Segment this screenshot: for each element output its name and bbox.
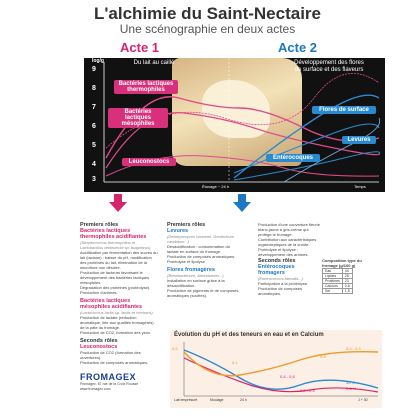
act2-header-2: de surface et des flaveurs [294, 67, 364, 73]
x-label-temps: Temps [354, 184, 366, 189]
left-column [80, 222, 158, 365]
y-tick: 7 [92, 104, 96, 111]
composition-table-block [322, 258, 378, 294]
left-h2-species: (Lactococcus lactis sp. lactis et cremoris) [80, 310, 153, 315]
y-tick: 5 [92, 142, 96, 149]
footer [80, 372, 166, 392]
left-b8: Production de composés aromatiques. [80, 360, 149, 365]
y-tick: 4 [92, 161, 96, 168]
mid-b3: Protéolyse et lipolyse. [167, 259, 206, 264]
act2-arrow-icon [232, 194, 252, 214]
ca-mid: 0,4 - 0,6 [280, 374, 295, 379]
left-h3-intro: Seconds rôles [80, 338, 118, 344]
mid-b1: Désacidification : consommation du lactate en surface du fromage. [167, 244, 230, 254]
tag-enterocoques: Entérocoques [266, 154, 320, 162]
left-h1-intro: Premiers rôles [80, 222, 119, 228]
x-label: 24 h [240, 398, 247, 402]
left-b6: Production de CO2, formation des yeux. [80, 330, 152, 335]
mid-h1-title: Levures [167, 228, 189, 234]
act1-arrow-icon [108, 194, 128, 214]
mid-seconds-roles [258, 258, 318, 296]
right-b2: Contribution aux caractéristiques organoleptiques de la croûte. [258, 237, 317, 247]
ph-calcium-chart [170, 330, 382, 408]
table-row: Eau 44 [323, 269, 353, 274]
y-tick: 8 [92, 85, 96, 92]
mid-h2-title: Flores fromagères [167, 267, 215, 273]
calcium-label: 5,0 - 5,5 [346, 346, 361, 351]
left-h3-title: Leuconostocs [80, 344, 118, 350]
ca-end: 0,6 % [346, 386, 357, 391]
middle-column [167, 222, 239, 298]
table-row: Lipides 28 [323, 274, 353, 279]
mid-b4: Installation en surface grâce à la désacidification. [167, 278, 225, 288]
right-column [258, 222, 320, 257]
x-label: J + 30 [358, 398, 368, 402]
footer-line1: Fromagex, 67 rue de la Croix Rousse [80, 382, 139, 386]
ph-start: 6,5 [172, 346, 178, 351]
tag-bact-mesophiles: Bactéries lactiques mésophiles [108, 108, 168, 128]
bottom-chart-title: Évolution du pH et des teneurs en eau et en Calcium [174, 332, 324, 338]
page-subtitle: Une scénographie en deux actes [119, 22, 296, 36]
y-tick: 6 [92, 123, 96, 130]
left-b7: Production de CO2 (formation des ouvertures). [80, 350, 141, 360]
mid-h3-intro: Seconds rôles [258, 258, 296, 264]
microbial-growth-chart [84, 58, 385, 192]
y-axis-unit: log/g [92, 58, 104, 64]
left-b5: Production de lactate (réduction aromatique, liée aux qualités fromagères) de la pâte du fromage. [80, 315, 154, 330]
left-b1: Acidification par fermentation des sucres du lait (lactose) : baisse du pH, modification des protéines du lait, élimination de la microflore non désirée. [80, 250, 158, 270]
table-row: Protéines 23 [323, 279, 353, 284]
left-b2: Production de facteurs favorisant le développement des bactéries lactiques mésophiles. [80, 270, 150, 285]
table-row: Sel 1,5 [323, 289, 353, 294]
mid-h1-species: (Debaryomyces hansenii, Geotrichum candidum...) [167, 234, 234, 244]
act1-header: Du lait au caillé [133, 60, 175, 66]
fromagex-logo: FROMAGEX [80, 372, 137, 382]
composition-table [322, 268, 353, 294]
ph-mid: 5,1 [232, 360, 238, 365]
mid-h3-species: (Enterococcus faecalis...) [258, 276, 303, 281]
y-tick: 3 [92, 176, 96, 183]
tag-leuconostocs: Leuconostocs [122, 158, 176, 166]
tag-levures: Levures [342, 136, 376, 144]
footer-line2: www.fromagex.com [80, 387, 111, 391]
x-label: Moulage [210, 398, 224, 402]
page-title: L'alchimie du Saint-Nectaire [94, 4, 321, 23]
right-b3: Protéolyse et lipolyse : développement des arômes. [258, 247, 309, 257]
mid-h1-intro: Premiers rôles [167, 222, 206, 228]
table-row: Calcium 0,6 [323, 284, 353, 289]
left-h1-species: (Streptococcus thermophilus et Lactobacillus delbrueckii sp. bulgaricus) [80, 240, 151, 250]
ph-end: 5,5 [320, 354, 326, 359]
tag-bact-thermophiles: Bactéries lactiques thermophiles [114, 80, 178, 94]
y-tick: 9 [92, 66, 96, 73]
left-h1-title: Bactéries lactiques thermophiles acidifiantes [80, 228, 147, 240]
act2-label: Acte 2 [278, 40, 318, 55]
table-caption: Composition type du fromage (g/100 g) [322, 258, 362, 268]
mid-b7: Production de composés aromatiques. [258, 286, 303, 296]
ca-low: 0,2 - 0,4 [300, 388, 315, 393]
mid-h2-species: (Brevibacterium, Arthrobacter...) [167, 273, 224, 278]
mid-b2: Production de composés aromatiques. [167, 254, 236, 259]
left-b3: Dégradation des protéines (protéolyse). [80, 285, 151, 290]
x-label: Lait emprésuré [174, 398, 198, 402]
bottom-curves-svg [170, 330, 382, 408]
left-b4: Production d'arômes. [80, 290, 118, 295]
x-label-etuvage: Étuvage ~ 24 h [202, 184, 230, 189]
mid-h3-title: Entérocoques fromagers [258, 264, 295, 276]
mid-b5: Production de pigments et de composés aromatiques (soufrés). [167, 288, 239, 298]
mid-b6: Participation à la protéolyse. [258, 281, 309, 286]
right-b1: Production d'une couverture fleurie blanc-jaune à gris-crème qui protège le fromage. [258, 222, 320, 237]
act2-header-1: Développement des flores [294, 60, 364, 66]
act1-label: Acte 1 [120, 40, 160, 55]
left-h2-title: Bactéries lactiques mésophiles acidifiantes [80, 298, 143, 310]
tag-flores-surface: Flores de surface [312, 106, 376, 114]
eau-label: 45 % [346, 380, 356, 385]
